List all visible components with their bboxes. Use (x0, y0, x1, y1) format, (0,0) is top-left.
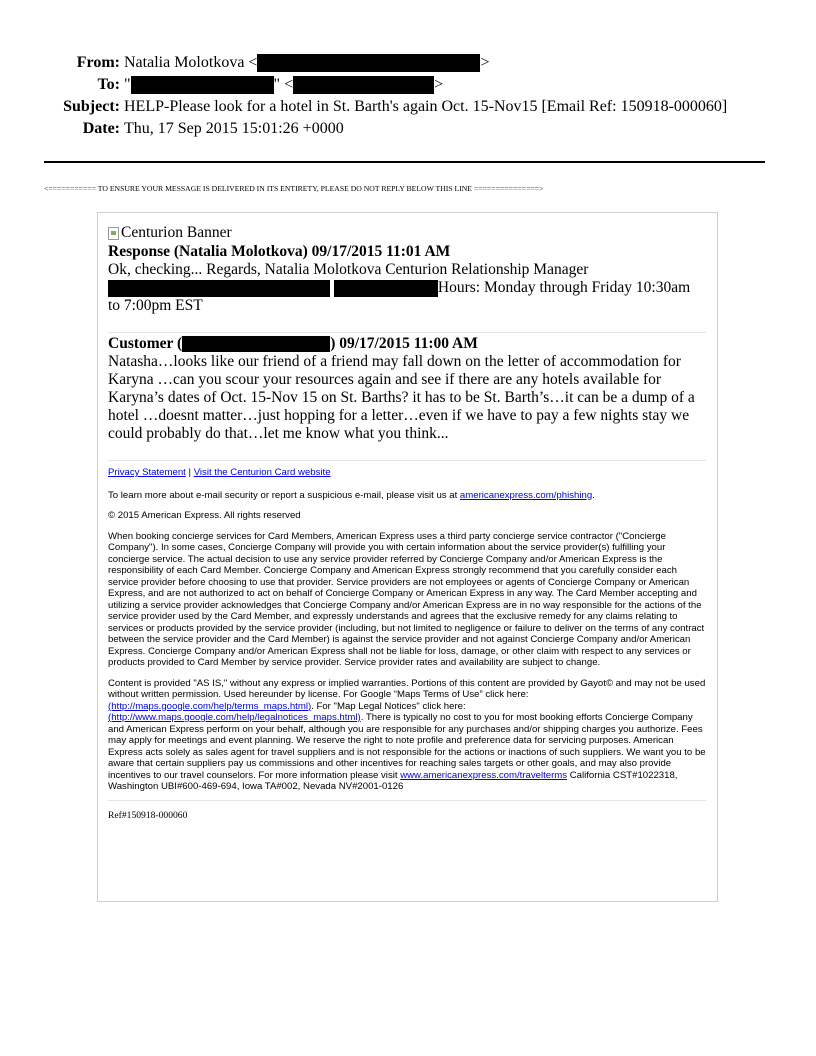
security-notice (108, 490, 706, 502)
to-open: " (124, 76, 131, 93)
to-end: > (434, 76, 444, 93)
broken-image-icon (108, 227, 119, 240)
separator-footer (108, 460, 706, 461)
response-text: Ok, checking... Regards, Natalia Molotkova Centurion Relationship Manager (108, 261, 589, 278)
copyright: © 2015 American Express. All rights reserved (108, 510, 301, 521)
to-value (124, 74, 443, 96)
subject-row (0, 96, 816, 118)
travelterms-link[interactable]: www.americanexpress.com/travelterms (400, 769, 568, 781)
customer-timestamp: ) 09/17/2015 11:00 AM (330, 335, 478, 352)
from-end: > (480, 54, 490, 71)
subject-value: HELP-Please look for a hotel in St. Barth's again Oct. 15-Nov15 [Email Ref: 150918-000060] (124, 98, 728, 115)
separator-ref (108, 800, 706, 801)
redacted-from-email (257, 54, 480, 72)
footer (108, 467, 706, 821)
reference-number: Ref#150918-000060 (108, 809, 188, 821)
response-hours: Hours: Monday through Friday 10:30am (437, 279, 691, 296)
customer-label: Customer ( (108, 335, 183, 352)
header-divider (44, 161, 765, 163)
redacted-email (334, 280, 438, 297)
content-text-4: California CST#1022318, Washington UBI#600-469-694, Iowa TA#002, Nevada NV#2001-0126 (108, 769, 678, 792)
banner-alt-text: Centurion Banner (121, 224, 232, 241)
date-value: Thu, 17 Sep 2015 15:01:26 +0000 (124, 120, 344, 137)
content-text-3: . There is typically no cost to you for most booking efforts Concierge Company and American Express perform on your behalf, although you are responsible for any purchases and/or shipping charges you authorize. Fees may apply for meetings and event planning. We reserve the right to note profile and preference data for servicing purposes. American Express acts solely as sales agent for travel suppliers and is not responsible for the actions or inactions of such suppliers. We want you to be aware that certain suppliers pay us commissions and other incentives for reaching sales targets or other goals, and may also provide incentives to our travel counselors. For more information please visit (108, 712, 706, 781)
centurion-banner (108, 223, 706, 243)
subject-label: Subject: (63, 98, 120, 115)
from-value (124, 52, 489, 74)
message-content (108, 223, 706, 821)
reply-notice: <=========== TO ENSURE YOUR MESSAGE IS DELIVERED IN ITS ENTIRETY, PLEASE DO NOT REPLY BELOW THIS LINE ===============> (44, 184, 544, 193)
customer-text: Natasha…looks like our friend of a friend may fall down on the letter of accommodation for Karyna …can you scour your resources again and see if there are any hotels available for Karyna’s dates of Oct. 15-Nov 15 on St. Barths? it has to be St. Barth’s…it can be a dump of a hotel …doesnt matter…just hopping for a letter…even if we have to pay a few nights stay we could probably do that…let me know what you think... (108, 353, 695, 442)
redacted-to-email (293, 76, 434, 94)
message-box (97, 212, 718, 902)
security-period: . (592, 489, 595, 501)
concierge-disclaimer: When booking concierge services for Card Members, American Express uses a third party concierge service contractor ("Concierge Company"). In some cases, Concierge Company will provide you with certain information about the service provider(s) fulfilling your concierge service. The actual decision to use any service provider referred by Concierge Company and/or American Express is the responsibility of each Card Member. Concierge Company and American Express strongly recommend that you carefully consider each service provider before choosing to use that provider. Service providers are not employees or agents of Concierge Company or American Express, and are not authorized to act on behalf of Concierge Company or American Express in any way. The Card Member accepting and utilizing a service provider acknowledges that Concierge Company and/or American Express are in no way responsible for the actions of the service provider used by the Card Member, and expressly understands and agrees that the exclusive remedy for any claims relating to services or products provided by the service provider (including, but not limited to negligence or failure to deliver on the terms of any contract between the service provider and the Card Member) is against the service provider and not against Concierge Company and/or American Express. Concierge Company and/or American Express shall not be liable for loss, damage, or other claim with respect to any services or products provided to Card Member by service provider. Service provider rates and availability are subject to change. (108, 530, 705, 668)
response-hours-line (108, 279, 706, 297)
phishing-link[interactable]: americanexpress.com/phishing (459, 489, 593, 501)
from-label: From: (76, 54, 120, 71)
response-hours-cont: to 7:00pm EST (108, 297, 203, 314)
from-row (0, 52, 816, 74)
legal-notices-link[interactable]: (http://www.maps.google.com/help/legalnotices_maps.html) (108, 712, 361, 723)
to-mid: " < (273, 76, 294, 93)
to-label: To: (97, 76, 120, 93)
response-heading: Response (Natalia Molotkova) 09/17/2015 11:01 AM (108, 243, 451, 260)
email-header (0, 52, 816, 140)
customer-heading (108, 335, 706, 353)
footer-links (108, 467, 706, 479)
content-disclaimer (108, 678, 706, 793)
redacted-customer-name (182, 336, 330, 352)
content-text-2: . For "Map Legal Notices" click here: (311, 700, 466, 712)
separator (108, 332, 706, 333)
from-name: Natalia Molotkova < (124, 54, 258, 71)
date-row (0, 118, 816, 140)
centurion-website-link[interactable]: Visit the Centurion Card website (193, 467, 331, 478)
to-row (0, 74, 816, 96)
security-text: To learn more about e-mail security or report a suspicious e-mail, please visit us at (108, 489, 460, 501)
maps-terms-link[interactable]: (http://maps.google.com/help/terms_maps.html) (108, 700, 312, 712)
date-label: Date: (82, 120, 120, 137)
privacy-statement-link[interactable]: Privacy Statement (108, 467, 186, 478)
redacted-to-name (131, 76, 274, 94)
content-text-1: Content is provided "AS IS," without any express or implied warranties. Portions of this content are provided by Gayot© and may not be used without written permission. Used hereunder by license. For Google “Maps Terms of Use” click here: (108, 677, 706, 700)
link-divider: | (185, 467, 194, 478)
redacted-phone (108, 280, 330, 297)
